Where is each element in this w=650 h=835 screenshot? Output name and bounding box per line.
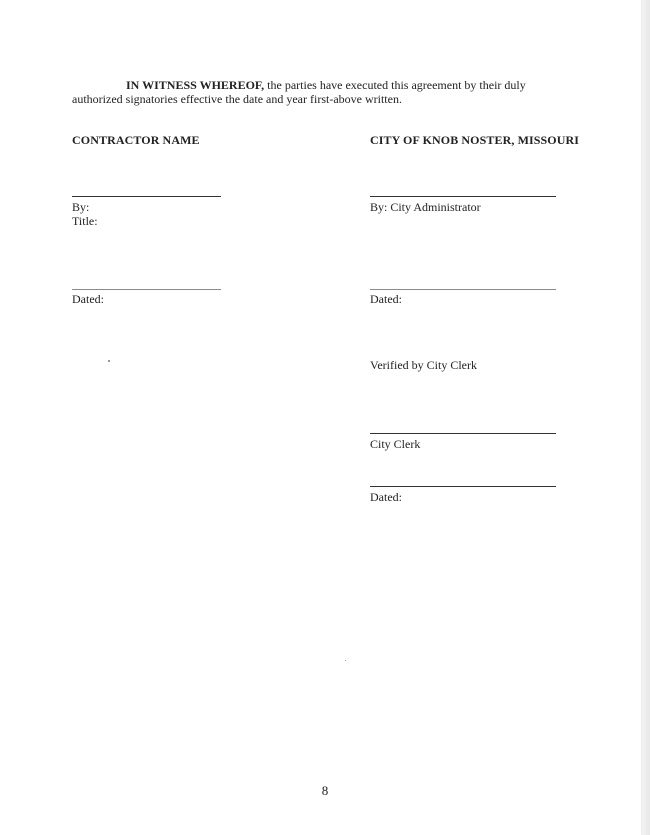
- city-administrator-label: By: City Administrator: [370, 200, 481, 214]
- city-administrator-signature-line: [370, 196, 556, 197]
- contractor-heading: CONTRACTOR NAME: [72, 133, 200, 147]
- contractor-by-label: By:: [72, 200, 90, 214]
- clerk-dated-label: Dated:: [370, 490, 402, 504]
- clerk-date-line: [370, 486, 556, 487]
- contractor-date-line: [72, 289, 221, 290]
- city-dated-label: Dated:: [370, 292, 402, 306]
- page-number: 8: [321, 783, 329, 798]
- contractor-signature-line: [72, 196, 221, 197]
- city-date-line: [370, 289, 556, 290]
- contractor-title-label: Title:: [72, 214, 98, 228]
- verified-by-clerk-label: Verified by City Clerk: [370, 358, 477, 372]
- contractor-dated-label: Dated:: [72, 292, 104, 306]
- witness-text: the parties have executed this agreement by their duly authorized signatories effective the date and year first-above written.: [72, 78, 526, 106]
- witness-paragraph: [72, 78, 572, 106]
- page-edge-shadow: [641, 0, 650, 835]
- city-clerk-label: City Clerk: [370, 437, 421, 451]
- witness-lead: IN WITNESS WHEREOF,: [126, 78, 265, 92]
- city-clerk-signature-line: [370, 433, 556, 434]
- scan-speck: [108, 360, 110, 362]
- city-heading: CITY OF KNOB NOSTER, MISSOURI: [370, 133, 580, 147]
- scan-speck: [345, 660, 346, 661]
